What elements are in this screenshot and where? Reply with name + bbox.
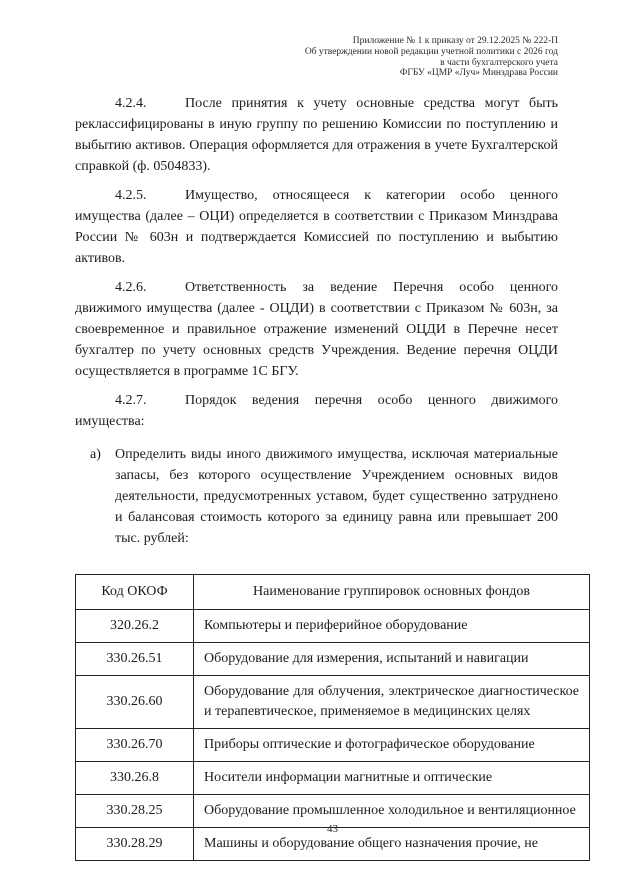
paragraph-number: 4.2.7. xyxy=(115,393,147,409)
table-row xyxy=(76,610,590,643)
paragraph-text: Имущество, относящееся к категории особо ценного имущества (далее – ОЦИ) определяется в соответствии с Приказом Минздрава России № 603н и подтверждается Комиссией по поступлению и выбытию активов. xyxy=(75,188,558,267)
table-cell-code: 330.26.70 xyxy=(76,729,194,762)
table-cell-name: Оборудование для облучения, электрическое диагностическое и терапевтическое, применяемое в медицинских целях xyxy=(194,676,590,729)
table-cell-name: Носители информации магнитные и оптические xyxy=(194,762,590,795)
header-line-4: ФГБУ «ЦМР «Луч» Минздрава России xyxy=(399,68,558,79)
table-cell-code: 330.26.51 xyxy=(76,643,194,676)
header-line-3: в части бухгалтерского учета xyxy=(440,57,558,68)
table-row xyxy=(76,643,590,676)
table-cell-name: Оборудование промышленное холодильное и вентиляционное xyxy=(194,795,590,828)
table-cell-name: Приборы оптические и фотографическое оборудование xyxy=(194,729,590,762)
document-header xyxy=(75,36,558,79)
table-header-row xyxy=(76,575,590,610)
paragraph-4-2-4 xyxy=(75,93,558,177)
table-cell-code: 330.28.25 xyxy=(76,795,194,828)
table-row xyxy=(76,729,590,762)
table-cell-name: Компьютеры и периферийное оборудование xyxy=(194,610,590,643)
table-header-name: Наименование группировок основных фондов xyxy=(194,575,590,610)
paragraph-text: Порядок ведения перечня особо ценного движимого имущества: xyxy=(75,393,558,430)
page-number: 43 xyxy=(327,823,338,835)
table-cell-name: Машины и оборудование общего назначения прочие, не xyxy=(194,828,590,861)
list-item-a xyxy=(75,444,558,549)
paragraph-number: 4.2.5. xyxy=(115,188,147,204)
header-line-2: Об утверждении новой редакции учетной политики с 2026 год xyxy=(304,46,558,57)
table-header-code: Код ОКОФ xyxy=(76,575,194,610)
table-cell-name: Оборудование для измерения, испытаний и навигации xyxy=(194,643,590,676)
okof-table xyxy=(75,574,590,861)
table-cell-code: 330.26.8 xyxy=(76,762,194,795)
table-cell-code: 330.28.29 xyxy=(76,828,194,861)
paragraph-number: 4.2.6. xyxy=(115,280,147,296)
table-row xyxy=(76,762,590,795)
paragraph-text: После принятия к учету основные средства могут быть реклассифицированы в иную группу по решению Комиссии по поступлению и выбытию активов. Операция оформляется для отражения в учете Бухгалтерской справкой (ф. 0504833). xyxy=(75,96,558,175)
table-cell-code: 320.26.2 xyxy=(76,610,194,643)
list-item-marker: а) xyxy=(90,447,101,463)
paragraph-text: Ответственность за ведение Перечня особо ценного движимого имущества (далее - ОЦДИ) в соответствии с Приказом № 603н, за своевременное и правильное отражение изменений ОЦДИ в Перечне несет бухгалтер по учету основных средств Учреждения. Ведение перечня ОЦДИ осуществляется в программе 1С БГУ. xyxy=(75,280,558,380)
paragraph-4-2-7 xyxy=(75,390,558,432)
table-cell-code: 330.26.60 xyxy=(76,676,194,729)
list-item-text: Определить виды иного движимого имущества, исключая материальные запасы, без которого осуществление Учреждением основных видов деятельности, предусмотренных уставом, будет существенно затруднено и балансовая стоимость которого за единицу равна или превышает 200 тыс. рублей: xyxy=(115,447,558,547)
document-body xyxy=(75,93,579,861)
header-line-1: Приложение № 1 к приказу от 29.12.2025 № 222-П xyxy=(352,36,558,46)
paragraph-4-2-6 xyxy=(75,277,558,382)
paragraph-number: 4.2.4. xyxy=(115,96,147,112)
paragraph-4-2-5 xyxy=(75,185,558,269)
table-row xyxy=(76,676,590,729)
